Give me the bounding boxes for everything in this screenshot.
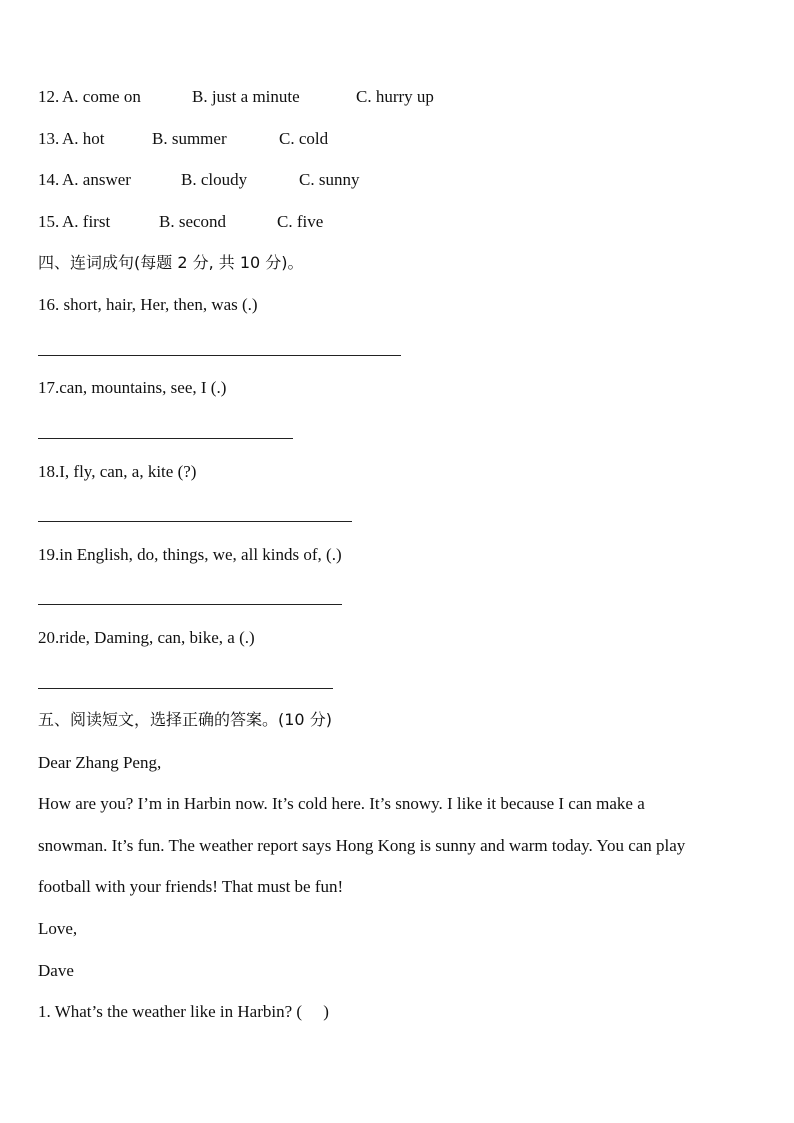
sentence-item: 19.in English, do, things, we, all kinds of, (.)	[38, 545, 342, 564]
answer-blank[interactable]	[38, 688, 333, 689]
option-a: A. hot	[62, 129, 105, 148]
answer-blank[interactable]	[38, 438, 293, 439]
question-number: 13.	[38, 129, 60, 148]
option-c: C. sunny	[299, 170, 360, 189]
sentence-item: 18.I, fly, can, a, kite (?)	[38, 462, 197, 481]
option-b: B. second	[159, 212, 227, 231]
option-c: C. five	[277, 212, 324, 231]
question-number: 15.	[38, 212, 60, 231]
answer-blank[interactable]	[38, 521, 352, 522]
sentence-item: 17.can, mountains, see, I (.)	[38, 378, 227, 397]
letter-signature: Dave	[38, 961, 74, 980]
option-b: B. cloudy	[181, 170, 248, 189]
option-a: A. come on	[62, 87, 141, 106]
question-number: 12.	[38, 87, 60, 106]
sentence-item: 20.ride, Daming, can, bike, a (.)	[38, 628, 255, 647]
answer-blank[interactable]	[38, 355, 401, 356]
option-a: A. first	[62, 212, 111, 231]
option-b: B. just a minute	[192, 87, 300, 106]
question-number: 14.	[38, 170, 60, 189]
reading-question: 1. What’s the weather like in Harbin? ( )	[38, 1002, 329, 1021]
letter-body-line: How are you? I’m in Harbin now. It’s cold here. It’s snowy. I like it because I can make a	[38, 794, 645, 813]
option-b: B. summer	[152, 129, 227, 148]
option-c: C. cold	[279, 129, 329, 148]
section-heading: 四、连词成句(每题 2 分, 共 10 分)。	[38, 253, 304, 272]
sentence-item: 16. short, hair, Her, then, was (.)	[38, 295, 258, 314]
letter-closing: Love,	[38, 919, 78, 938]
letter-body-line: football with your friends! That must be fun!	[38, 877, 344, 896]
option-a: A. answer	[62, 170, 131, 189]
letter-salutation: Dear Zhang Peng,	[38, 753, 162, 772]
option-c: C. hurry up	[356, 87, 434, 106]
answer-blank[interactable]	[38, 604, 342, 605]
section-heading: 五、阅读短文，选择正确的答案。(10 分)	[38, 710, 332, 729]
letter-body-line: snowman. It’s fun. The weather report says Hong Kong is sunny and warm today. You can play	[38, 836, 686, 855]
